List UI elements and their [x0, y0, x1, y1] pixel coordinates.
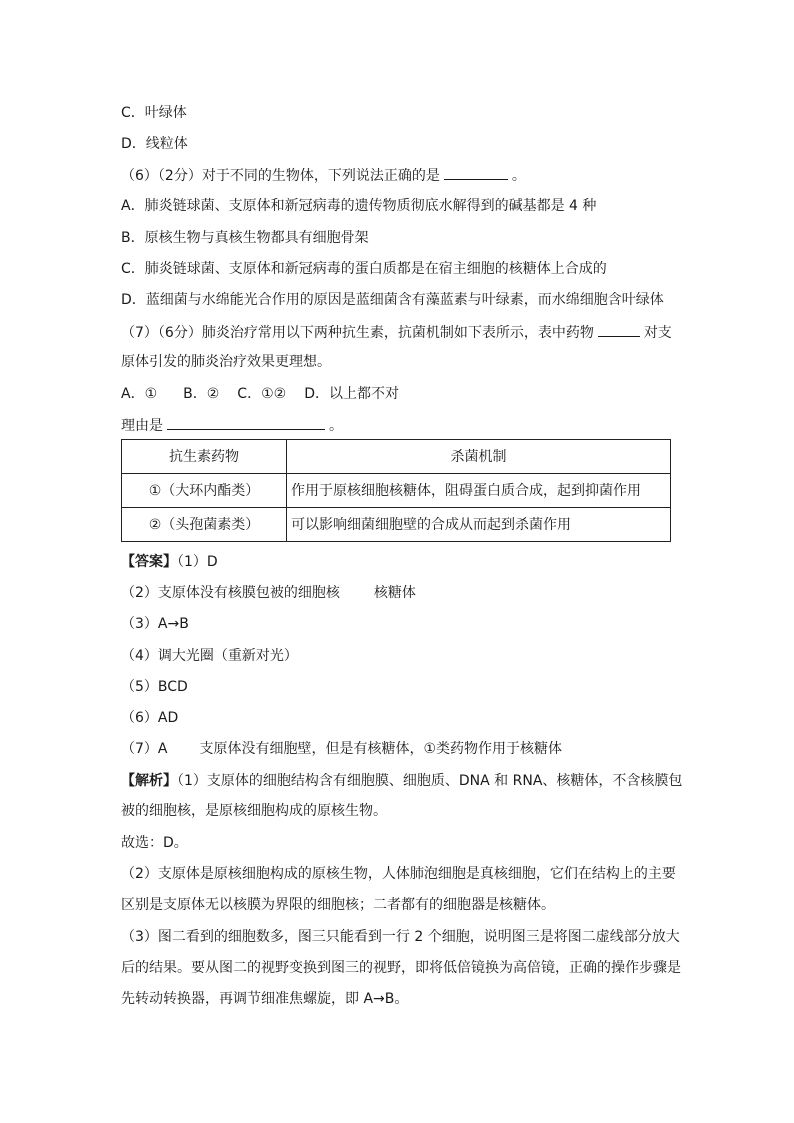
answer-7a: （7）A [121, 741, 168, 757]
q7-stem-text: （7）（6分）肺炎治疗常用以下两种抗生素，抗菌机制如下表所示，表中药物 [121, 325, 594, 341]
answer-7b: 支原体没有细胞壁，但是有核糖体，①类药物作用于核糖体 [199, 741, 563, 757]
table-header-row [122, 440, 671, 474]
analysis-line-1 [121, 771, 682, 791]
analysis-label: 【解析】 [121, 773, 177, 789]
q7-reason-label: 理由是 [121, 418, 163, 434]
answer-line-2 [121, 583, 416, 603]
answer-label: 【答案】 [121, 554, 177, 570]
table-header-drug: 抗生素药物 [122, 440, 287, 474]
q7-options [121, 384, 399, 404]
analysis-p3-line2: 后的结果。要从图二的视野变换到图三的视野，即将低倍镜换为高倍镜，正确的操作步骤是 [121, 960, 681, 976]
q6-option-a: A．肺炎链球菌、支原体和新冠病毒的遗传物质彻底水解得到的碱基都是 4 种 [121, 198, 597, 214]
q7-stem-end: 对支 [643, 325, 672, 341]
answer-line-7 [121, 739, 562, 759]
answer-1: （1）D [177, 554, 218, 570]
table-row [122, 474, 671, 508]
q6-option-b: B．原核生物与真核生物都具有细胞骨架 [121, 230, 369, 246]
answer-3: （3）A→B [121, 616, 189, 632]
analysis-p3-line1: （3）图二看到的细胞数多，图三只能看到一行 2 个细胞，说明图三是将图二虚线部分放大 [121, 929, 680, 945]
table-cell-drug: ①（大环内酯类） [122, 474, 287, 508]
answer-blank [444, 165, 508, 180]
q5-option-d: D．线粒体 [121, 136, 188, 152]
analysis-p3-line3: 先转动转换器，再调节细准焦螺旋，即 A→B。 [121, 991, 409, 1007]
q6-stem-text: （6）（2分）对于不同的生物体，下列说法正确的是 [121, 168, 440, 184]
q6-stem [121, 165, 526, 186]
table-row [122, 508, 671, 542]
q7-reason-end: 。 [329, 418, 343, 434]
q6-stem-end: 。 [511, 168, 526, 184]
answer-5: （5）BCD [121, 679, 188, 695]
q7-option-c: C．①② [237, 386, 287, 402]
q7-stem [121, 322, 672, 343]
table-cell-mechanism: 可以影响细菌细胞壁的合成从而起到杀菌作用 [287, 508, 671, 542]
q5-option-c: C．叶绿体 [121, 105, 187, 121]
q7-reason [121, 415, 343, 436]
analysis-p1-line3: 故选：D。 [121, 835, 188, 851]
q7-option-d: D．以上都不对 [304, 386, 399, 402]
q6-option-c: C．肺炎链球菌、支原体和新冠病毒的蛋白质都是在宿主细胞的核糖体上合成的 [121, 261, 607, 277]
antibiotic-table [121, 439, 671, 542]
q7-stem-line2: 原体引发的肺炎治疗效果更理想。 [121, 354, 331, 370]
analysis-p1-line2: 被的细胞核，是原核细胞构成的原核生物。 [121, 803, 387, 819]
analysis-p2-line2: 区别是支原体无以核膜为界限的细胞核；二者都有的细胞器是核糖体。 [121, 897, 555, 913]
table-header-mechanism: 杀菌机制 [287, 440, 671, 474]
table-cell-mechanism: 作用于原核细胞核糖体，阻碍蛋白质合成，起到抑菌作用 [287, 474, 671, 508]
answer-line-1 [121, 552, 218, 572]
q7-option-a: A．① [121, 386, 158, 402]
answer-blank [167, 415, 325, 430]
q7-option-b: B．② [183, 386, 220, 402]
answer-blank [598, 322, 640, 337]
analysis-p1-line1: （1）支原体的细胞结构含有细胞膜、细胞质、DNA 和 RNA、核糖体，不含核膜包 [177, 773, 683, 789]
q6-option-d: D．蓝细菌与水绵能光合作用的原因是蓝细菌含有藻蓝素与叶绿素，而水绵细胞含叶绿体 [121, 292, 664, 308]
answer-2a: （2）支原体没有核膜包被的细胞核 [121, 585, 340, 601]
analysis-p2-line1: （2）支原体是原核细胞构成的原核生物，人体肺泡细胞是真核细胞，它们在结构上的主要 [121, 866, 676, 882]
answer-4: （4）调大光圈（重新对光） [121, 648, 298, 664]
table-cell-drug: ②（头孢菌素类） [122, 508, 287, 542]
answer-6: （6）AD [121, 710, 179, 726]
answer-2b: 核糖体 [373, 585, 416, 601]
